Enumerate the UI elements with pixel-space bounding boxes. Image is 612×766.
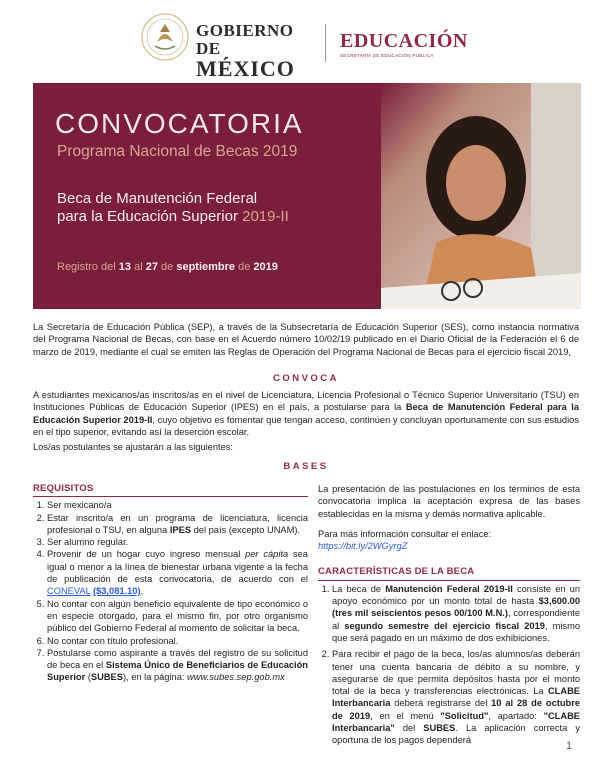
page-header [0,10,612,81]
list-item [332,583,580,644]
banner-title: CONVOCATORIA [55,108,304,139]
convoca-heading: CONVOCA [272,373,340,384]
reg-text-a: Registro del [57,261,116,273]
req-7-text: Postularse como aspirante a través del registro de su solicitud de beca en el [47,647,308,671]
list-item [47,598,308,635]
bases-heading: BASES [283,461,329,472]
reg-text-b: al [134,261,143,273]
car-1-a: La beca de [332,583,386,594]
coneval-link[interactable]: CONEVAL [47,586,91,597]
req-5-text: No contar con algún beneficio equivalente de tipo económico o en especie otorgado, para el mismo fin, por otro organismo público del Gobierno Federal al momento de solicitar la beca. [47,598,308,634]
call-beca-name: Beca de Manutención Federal para la Educación Superior 2019-II [33,402,580,425]
header-divider [325,24,326,62]
req-2-text: Estar inscrito/a en un programa de licenciatura, licencia profesional o TSU, en alguna [47,512,308,535]
banner-program: Programa Nacional de Becas 2019 [57,143,298,160]
car-2-solicitud: "Solicitud" [440,710,489,721]
aceptacion-paragraph: La presentación de las postulaciones en los términos de esta convocatoria implica la aceptación expresa de las bases establecidas en la misma y demás normativa aplicable. [318,484,580,519]
reg-text-c: de [161,261,174,273]
req-3-text: Ser alumno regular. [47,537,129,548]
page-number: 1 [566,740,573,752]
info-line: Para más información consultar el enlace: [318,528,492,539]
list-item [332,648,580,746]
req-6-text: No contar con título profesional. [47,635,179,646]
gobierno-logo [196,22,314,80]
caracteristicas-heading: CARACTERÍSTICAS DE LA BECA [318,566,475,578]
caracteristicas-list [318,583,580,747]
car-2-clabe-apartado: "CLABE Interbancaria" [332,710,580,734]
educacion-title: EDUCACIÓN [340,30,468,52]
car-2-e: , en el menú [370,710,441,721]
car-2-c: deberá registrarse del [390,698,492,709]
car-1-b: Manutención Federal 2019-II [385,583,513,594]
gobierno-line1: GOBIERNO DE [196,21,294,58]
subes-url-link[interactable]: www.subes.sep.gob.mx [187,672,285,683]
info-link[interactable]: https://bit.ly/2WGyrgZ [318,541,408,552]
req-7-subes: SUBES [90,672,123,683]
reg-day-start: 13 [118,261,132,273]
requisitos-list [33,499,308,683]
requisitos-heading: REQUISITOS [33,483,94,494]
car-1-c: consiste en un apoyo económico por un monto total de hasta [332,583,581,607]
req-4-middle: sea igual o menor a la línea de bienestar urbana vigente a la fecha de publicación de esta convocatoria, de acuerdo con el [47,549,308,585]
right-column [318,483,580,747]
car-2-i: del [394,723,424,734]
banner-beca-line2 [57,208,289,225]
list-item [47,548,308,597]
student-photo [381,83,581,309]
call-paragraph [33,389,579,439]
requisitos-column [33,483,308,684]
list-item [47,647,308,684]
reg-day-end: 27 [145,261,158,273]
postulantes-line: Los/as postulantes se ajustarán a las siguientes: [33,442,234,452]
req-2-tail: del país (excepto UNAM). [191,524,301,535]
car-2-subes: SUBES [423,723,456,734]
beca-line2-text: para la Educación Superior [57,208,238,225]
reg-text-d: de [238,261,251,273]
list-item [47,512,308,537]
req-2-ipes: IPES [169,524,192,535]
educacion-subtitle: SECRETARÍA DE EDUCACIÓN PÚBLICA [340,53,434,58]
gobierno-line2: MÉXICO [196,56,295,81]
banner-beca-line1: Beca de Manutención Federal [57,190,258,207]
coneval-amount-link[interactable]: ($3,081.10) [93,586,141,597]
car-2-dates: 10 al 28 de octubre de 2019 [332,698,580,721]
list-item [47,635,308,647]
req-4-text: Provenir de un hogar cuyo ingreso mensual [47,549,246,560]
list-item [47,499,308,511]
car-2-g: , apartado: [488,710,544,721]
intro-paragraph: La Secretaría de Educación Pública (SEP), a través de la Subsecretaría de Educación Superior (SES), como instancia normativa del Programa Nacional de Becas, con base en el Acuerdo número 10/02/19 publicado en el Diario Oficial de la Federación el 6 de marzo de 2019, mediante el cual se emiten las Reglas de Operación del Programa Nacional de Becas para el ejercicio fiscal 2019, [33,322,579,357]
car-1-semester: segundo semestre del ejercicio fiscal 2019 [344,620,545,631]
requisitos-divider [33,496,308,497]
car-1-amount: $3,600.00 (tres mil seiscientos pesos 00/100 M.N.) [332,596,580,619]
list-item [47,536,308,548]
req-7-page: ), en la página: [122,672,188,683]
req-1-text: Ser mexicano/a [47,500,112,511]
registration-dates [57,261,278,273]
car-1-g: , mismo que será pagado en un máximo de dos exhibiciones. [332,620,580,643]
req-7-paren: ( [85,672,91,683]
req-4-tail: . [140,586,144,597]
car-1-e: , correspondiente al [332,608,581,631]
educacion-logo [340,30,468,58]
reg-month: septiembre [176,261,236,273]
caracteristicas-divider [318,580,580,581]
national-seal-icon [140,12,190,62]
car-2-clabe: CLABE Interbancaria [332,686,580,709]
call-text-c: , cuyo objetivo es fomentar que tengan acceso, continúen y concluyan oportunamente con sus estudios en el tipo superior, evitando así la deserción escolar. [33,414,579,438]
car-2-a: Para recibir el pago de la beca, los/as alumnos/as deberán tener una cuenta bancaria de débito a su nombre, y asegurarse de que permita depósitos hasta por el monto total de la beca y transferencias electrónicas. La [332,649,580,697]
car-2-k: . La aplicación correcta y oportuna de los pagos dependerá [332,723,580,746]
req-7-subes-name: Sistema Único de Beneficiarios de Educación Superior [47,660,308,683]
reg-year: 2019 [253,261,278,273]
hero-banner [33,83,581,309]
beca-year: 2019-II [242,208,289,225]
req-4-per-capita: per cápita [245,549,289,560]
call-text-a: A estudiantes mexicanos/as inscritos/as en el nivel de Licenciatura, Licencia Profesional o Técnico Superior Universitario (TSU) en Instituciones Públicas de Educación Superior (IPES) en el país, a postularse para la [33,390,579,413]
